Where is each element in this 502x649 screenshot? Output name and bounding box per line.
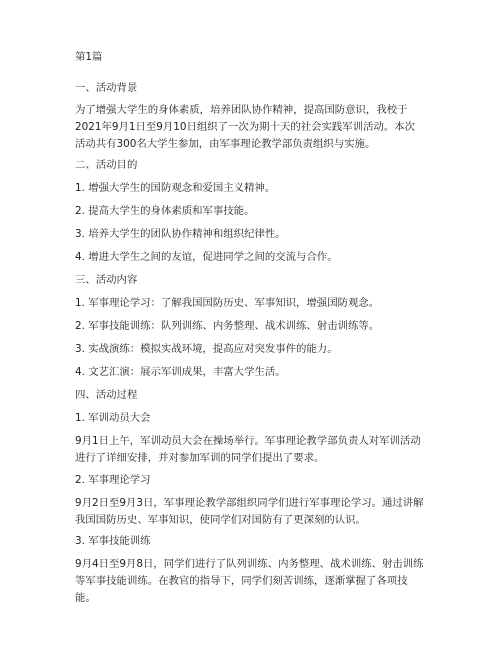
part-label: 第1篇 — [75, 51, 103, 63]
purpose-item-2: 2. 提高大学生的身体素质和军事技能。 — [75, 205, 255, 217]
process-step-1-heading: 1. 军训动员大会 — [75, 412, 151, 424]
content-item-3: 3. 实战演练：模拟实战环境，提高应对突发事件的能力。 — [75, 343, 338, 355]
section-heading-content: 三、活动内容 — [75, 274, 138, 286]
process-step-1-paragraph: 9月1日上午，军训动员大会在操场举行。军事理论教学部负责人对军训活动进行了详细安排，并对参加军训的同学们提出了要求。 — [75, 435, 421, 464]
process-step-2-heading: 2. 军事理论学习 — [75, 474, 151, 486]
content-item-2: 2. 军事技能训练：队列训练、内务整理、战术训练、射击训练等。 — [75, 320, 380, 332]
process-step-3-paragraph: 9月4日至9月8日，同学们进行了队列训练、内务整理、战术训练、射击训练等军事技能训练。在教官的指导下，同学们刻苦训练，逐渐掌握了各项技能。 — [75, 558, 424, 604]
content-item-1: 1. 军事理论学习：了解我国国防历史、军事知识，增强国防观念。 — [75, 297, 380, 309]
section-heading-purpose: 二、活动目的 — [75, 159, 138, 171]
section-heading-process: 四、活动过程 — [75, 389, 138, 401]
process-step-3-heading: 3. 军事技能训练 — [75, 535, 151, 547]
purpose-item-4: 4. 增进大学生之间的友谊，促进同学之间的交流与合作。 — [75, 251, 338, 263]
background-paragraph: 为了增强大学生的身体素质，培养团队协作精神，提高国防意识，我校于2021年9月1日至9月10日组织了一次为期十天的社会实践军训活动。本次活动共有300名大学生参加，由军事理论教学部负责组织与实施。 — [75, 104, 416, 150]
content-item-4: 4. 文艺汇演：展示军训成果，丰富大学生活。 — [75, 366, 286, 378]
purpose-item-3: 3. 培养大学生的团队协作精神和组织纪律性。 — [75, 228, 286, 240]
process-step-2-paragraph: 9月2日至9月3日，军事理论教学部组织同学们进行军事理论学习。通过讲解我国国防历史、军事知识，使同学们对国防有了更深刻的认识。 — [75, 497, 424, 526]
section-heading-background: 一、活动背景 — [75, 82, 138, 94]
purpose-item-1: 1. 增强大学生的国防观念和爱国主义精神。 — [75, 182, 276, 194]
